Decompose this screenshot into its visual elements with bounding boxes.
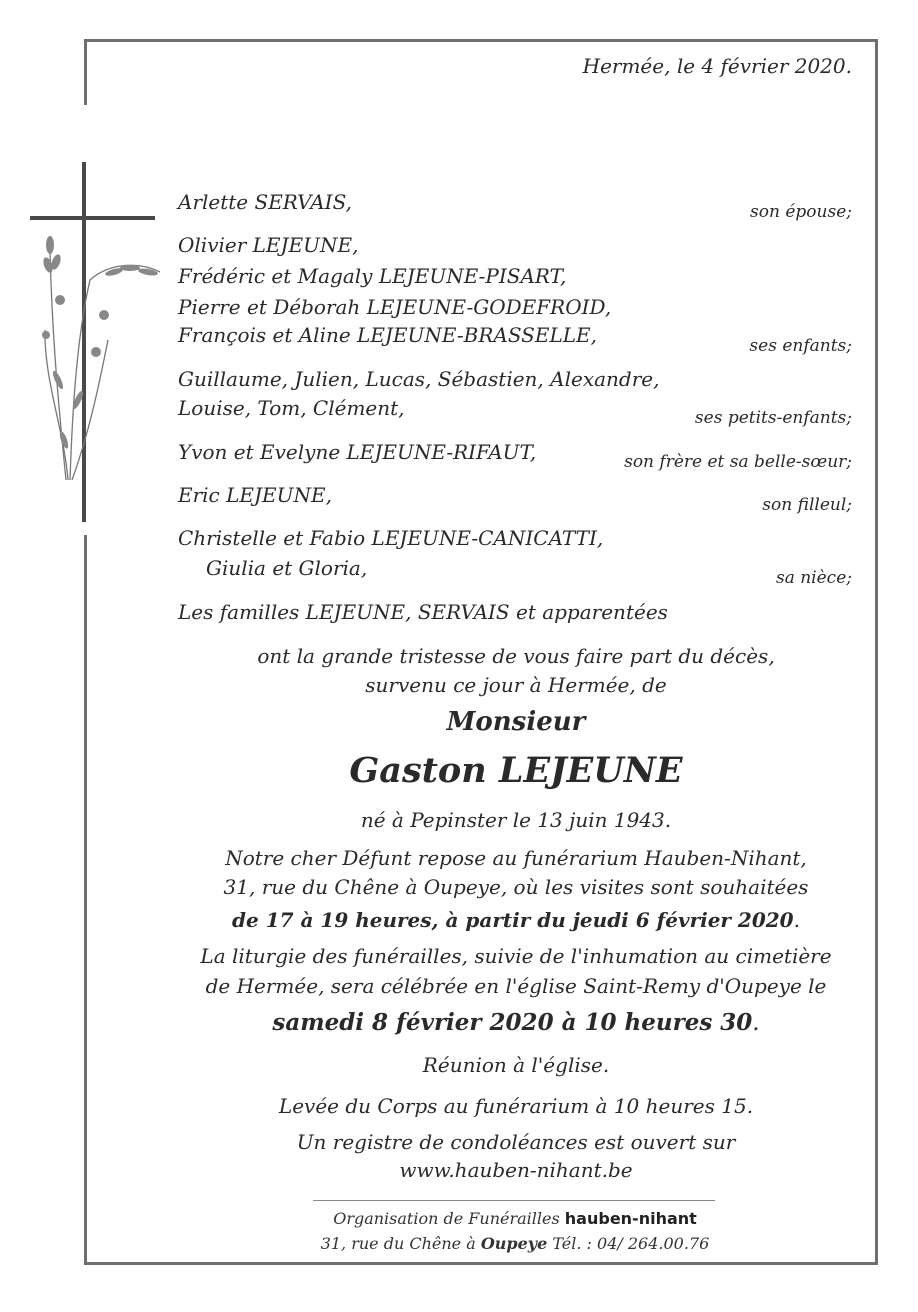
footer-divider [313, 1200, 715, 1201]
footer-org-label: Organisation de Funérailles [333, 1209, 565, 1228]
repose-line: Notre cher Défunt repose au funérarium Hauben-Nihant, [225, 846, 807, 870]
website-link[interactable]: www.hauben-nihant.be [399, 1158, 633, 1182]
deceased-title: Monsieur [446, 707, 586, 737]
visits-end: . [793, 908, 800, 932]
levee-line: Levée du Corps au funérarium à 10 heures 15. [278, 1094, 754, 1118]
visits-bold: de 17 à 19 heures, à partir du jeudi 6 février 2020 [232, 908, 794, 932]
family-line: Giulia et Gloria, [206, 556, 368, 580]
visits-line [84, 905, 918, 936]
family-line: François et Aline LEJEUNE-BRASSELLE, [178, 323, 597, 347]
relation-label: ses petits-enfants; [694, 408, 852, 428]
ceremony-bold: samedi 8 février 2020 à 10 heures 30 [272, 1009, 753, 1036]
relation-label: sa nièce; [775, 568, 852, 588]
deceased-name: Gaston LEJEUNE [349, 750, 683, 791]
brand-logo: hauben-nihant [564, 1209, 697, 1228]
cross-icon [0, 0, 200, 560]
family-line: Frédéric et Magaly LEJEUNE-PISART, [178, 264, 567, 288]
announcement-line: survenu ce jour à Hermée, de [365, 673, 667, 697]
repose-line: 31, rue du Chêne à Oupeye, où les visites sont souhaitées [223, 875, 809, 899]
family-line: Louise, Tom, Clément, [178, 396, 405, 420]
registre-line: Un registre de condoléances est ouvert sur [296, 1130, 736, 1154]
footer-address [84, 1234, 918, 1253]
family-line: Arlette SERVAIS, [178, 190, 352, 214]
footer-tel: Tél. : 04/ 264.00.76 [547, 1234, 710, 1253]
relation-label: ses enfants; [749, 336, 852, 356]
footer-town: Oupeye [480, 1234, 548, 1253]
place-date: Hermée, le 4 février 2020. [582, 54, 852, 78]
family-line: Pierre et Déborah LEJEUNE-GODEFROID, [178, 295, 612, 319]
announcement-line: ont la grande tristesse de vous faire part du décès, [257, 644, 775, 668]
liturgy-line: de Hermée, sera célébrée en l'église Saint-Remy d'Oupeye le [205, 974, 827, 998]
birth-info: né à Pepinster le 13 juin 1943. [360, 808, 672, 832]
family-line: Les familles LEJEUNE, SERVAIS et apparentées [178, 600, 668, 624]
reunion-line: Réunion à l'église. [422, 1053, 610, 1077]
family-line: Christelle et Fabio LEJEUNE-CANICATTI, [178, 526, 604, 550]
family-line: Guillaume, Julien, Lucas, Sébastien, Alexandre, [178, 367, 660, 391]
family-line: Yvon et Evelyne LEJEUNE-RIFAUT, [178, 440, 537, 464]
footer-addr: 31, rue du Chêne à [320, 1234, 481, 1253]
relation-label: son frère et sa belle-sœur; [624, 452, 852, 472]
ceremony-line [84, 1009, 918, 1036]
liturgy-line: La liturgie des funérailles, suivie de l'inhumation au cimetière [200, 944, 832, 968]
family-line: Eric LEJEUNE, [178, 483, 332, 507]
ceremony-end: . [752, 1010, 760, 1036]
relation-label: son filleul; [762, 495, 852, 515]
family-line: Olivier LEJEUNE, [178, 233, 359, 257]
relation-label: son épouse; [750, 202, 852, 222]
footer-org [84, 1209, 918, 1228]
